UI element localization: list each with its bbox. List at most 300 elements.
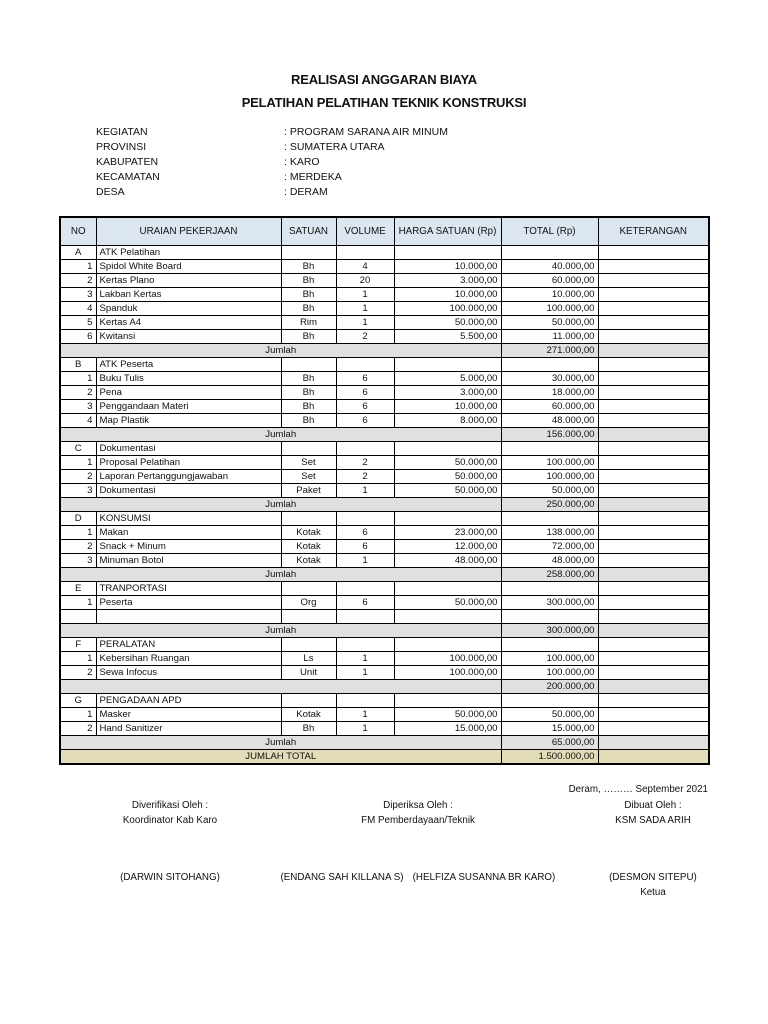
subtotal-notes bbox=[598, 568, 709, 582]
section-name: Dokumentasi bbox=[96, 442, 281, 456]
item-unit: Kotak bbox=[281, 554, 336, 568]
item-total: 100.000,00 bbox=[501, 456, 598, 470]
subtotal-notes bbox=[598, 680, 709, 694]
item-notes bbox=[598, 316, 709, 330]
item-unit-price: 100.000,00 bbox=[394, 302, 501, 316]
subtotal-label bbox=[60, 680, 501, 694]
subtotal-label: Jumlah bbox=[60, 498, 501, 512]
document-title: REALISASI ANGGARAN BIAYA bbox=[291, 72, 477, 87]
empty-cell bbox=[281, 638, 336, 652]
item-total: 100.000,00 bbox=[501, 302, 598, 316]
info-row-kecamatan bbox=[96, 171, 448, 186]
empty-cell bbox=[501, 246, 598, 260]
item-volume: 2 bbox=[336, 470, 394, 484]
item-volume: 20 bbox=[336, 274, 394, 288]
empty-cell bbox=[281, 358, 336, 372]
empty-cell bbox=[501, 694, 598, 708]
item-unit: Ls bbox=[281, 652, 336, 666]
empty-cell bbox=[336, 610, 394, 624]
item-volume: 1 bbox=[336, 288, 394, 302]
item-unit-price: 12.000,00 bbox=[394, 540, 501, 554]
subtotal-value: 156.000,00 bbox=[501, 428, 598, 442]
item-unit-price: 10.000,00 bbox=[394, 260, 501, 274]
item-unit: Rim bbox=[281, 316, 336, 330]
empty-cell bbox=[598, 246, 709, 260]
info-row-kabupaten bbox=[96, 156, 448, 171]
verified-by-label: Diverifikasi Oleh : bbox=[131, 800, 209, 811]
item-volume: 6 bbox=[336, 400, 394, 414]
grand-total-row bbox=[60, 750, 709, 765]
header-unit: SATUAN bbox=[281, 217, 336, 246]
header-notes: KETERANGAN bbox=[598, 217, 709, 246]
subtotal-notes bbox=[598, 498, 709, 512]
item-description: Kertas Plano bbox=[96, 274, 281, 288]
item-number: 4 bbox=[60, 302, 96, 316]
item-description: Snack + Minum bbox=[96, 540, 281, 554]
info-label: KECAMATAN bbox=[96, 171, 160, 183]
empty-cell bbox=[501, 512, 598, 526]
empty-cell bbox=[60, 610, 96, 624]
item-unit: Org bbox=[281, 596, 336, 610]
empty-cell bbox=[598, 442, 709, 456]
item-number: 2 bbox=[60, 666, 96, 680]
item-description: Lakban Kertas bbox=[96, 288, 281, 302]
item-unit: Kotak bbox=[281, 526, 336, 540]
empty-cell bbox=[336, 638, 394, 652]
empty-cell bbox=[281, 582, 336, 596]
item-unit: Bh bbox=[281, 722, 336, 736]
item-notes bbox=[598, 288, 709, 302]
item-notes bbox=[598, 596, 709, 610]
item-notes bbox=[598, 330, 709, 344]
table-row bbox=[60, 666, 709, 680]
item-total: 30.000,00 bbox=[501, 372, 598, 386]
empty-cell bbox=[598, 694, 709, 708]
info-value: : SUMATERA UTARA bbox=[284, 141, 385, 153]
table-row bbox=[60, 708, 709, 722]
empty-cell bbox=[394, 246, 501, 260]
table-body bbox=[60, 246, 709, 765]
subtotal-label: Jumlah bbox=[60, 428, 501, 442]
empty-cell bbox=[501, 358, 598, 372]
item-unit-price: 23.000,00 bbox=[394, 526, 501, 540]
subtotal-value: 250.000,00 bbox=[501, 498, 598, 512]
empty-cell bbox=[394, 694, 501, 708]
item-unit-price: 5.000,00 bbox=[394, 372, 501, 386]
subtotal-value: 271.000,00 bbox=[501, 344, 598, 358]
checked-by-role: FM Pemberdayaan/Teknik bbox=[361, 815, 475, 826]
empty-cell bbox=[501, 442, 598, 456]
empty-cell bbox=[336, 358, 394, 372]
section-name: PENGADAAN APD bbox=[96, 694, 281, 708]
info-value: : DERAM bbox=[284, 186, 328, 198]
item-volume: 1 bbox=[336, 302, 394, 316]
item-unit: Unit bbox=[281, 666, 336, 680]
grand-total-notes bbox=[598, 750, 709, 765]
section-header-row bbox=[60, 582, 709, 596]
empty-cell bbox=[394, 610, 501, 624]
subtotal-notes bbox=[598, 428, 709, 442]
item-unit-price: 5.500,00 bbox=[394, 330, 501, 344]
header-total: TOTAL (Rp) bbox=[501, 217, 598, 246]
section-header-row bbox=[60, 442, 709, 456]
item-notes bbox=[598, 722, 709, 736]
item-volume: 1 bbox=[336, 554, 394, 568]
item-total: 300.000,00 bbox=[501, 596, 598, 610]
item-notes bbox=[598, 302, 709, 316]
empty-cell bbox=[598, 512, 709, 526]
item-notes bbox=[598, 666, 709, 680]
table-row bbox=[60, 302, 709, 316]
table-row bbox=[60, 260, 709, 274]
item-volume: 1 bbox=[336, 666, 394, 680]
item-description: Dokumentasi bbox=[96, 484, 281, 498]
item-number: 1 bbox=[60, 596, 96, 610]
table-row bbox=[60, 274, 709, 288]
item-volume: 6 bbox=[336, 526, 394, 540]
grand-total-label: JUMLAH TOTAL bbox=[60, 750, 501, 765]
empty-cell bbox=[394, 512, 501, 526]
empty-cell bbox=[394, 638, 501, 652]
table-row bbox=[60, 540, 709, 554]
made-by-role: KSM SADA ARIH bbox=[615, 815, 691, 826]
signatory-name-1: (DARWIN SITOHANG) bbox=[120, 872, 220, 883]
section-letter: C bbox=[60, 442, 96, 456]
item-total: 50.000,00 bbox=[501, 316, 598, 330]
item-unit-price: 50.000,00 bbox=[394, 484, 501, 498]
item-volume: 4 bbox=[336, 260, 394, 274]
item-number: 1 bbox=[60, 372, 96, 386]
item-notes bbox=[598, 386, 709, 400]
item-number: 4 bbox=[60, 414, 96, 428]
item-unit: Bh bbox=[281, 400, 336, 414]
document-subtitle: PELATIHAN PELATIHAN TEKNIK KONSTRUKSI bbox=[241, 95, 527, 110]
header-description: URAIAN PEKERJAAN bbox=[96, 217, 281, 246]
item-unit-price: 15.000,00 bbox=[394, 722, 501, 736]
subtotal-row bbox=[60, 624, 709, 638]
section-letter: B bbox=[60, 358, 96, 372]
item-volume: 6 bbox=[336, 386, 394, 400]
item-number: 1 bbox=[60, 652, 96, 666]
section-letter: E bbox=[60, 582, 96, 596]
item-total: 48.000,00 bbox=[501, 554, 598, 568]
item-unit: Bh bbox=[281, 372, 336, 386]
item-volume: 1 bbox=[336, 316, 394, 330]
item-volume: 2 bbox=[336, 330, 394, 344]
info-row-desa bbox=[96, 186, 448, 201]
section-header-row bbox=[60, 638, 709, 652]
item-unit: Bh bbox=[281, 288, 336, 302]
table-row bbox=[60, 722, 709, 736]
item-unit-price: 50.000,00 bbox=[394, 596, 501, 610]
info-row-kegiatan bbox=[96, 126, 448, 141]
empty-cell bbox=[336, 694, 394, 708]
info-label: KABUPATEN bbox=[96, 156, 159, 168]
item-volume: 6 bbox=[336, 414, 394, 428]
item-unit: Bh bbox=[281, 302, 336, 316]
item-number: 5 bbox=[60, 316, 96, 330]
item-unit-price: 8.000,00 bbox=[394, 414, 501, 428]
item-unit-price: 50.000,00 bbox=[394, 316, 501, 330]
section-letter: A bbox=[60, 246, 96, 260]
table-row bbox=[60, 316, 709, 330]
item-notes bbox=[598, 652, 709, 666]
subtotal-row bbox=[60, 568, 709, 582]
table-row bbox=[60, 414, 709, 428]
empty-cell bbox=[501, 610, 598, 624]
table-row bbox=[60, 288, 709, 302]
empty-cell bbox=[281, 246, 336, 260]
item-description: Makan bbox=[96, 526, 281, 540]
info-value: : MERDEKA bbox=[284, 171, 342, 183]
item-number: 1 bbox=[60, 260, 96, 274]
item-notes bbox=[598, 708, 709, 722]
item-volume: 6 bbox=[336, 540, 394, 554]
item-unit-price: 100.000,00 bbox=[394, 652, 501, 666]
item-unit-price: 10.000,00 bbox=[394, 288, 501, 302]
subtotal-row bbox=[60, 680, 709, 694]
item-number: 3 bbox=[60, 288, 96, 302]
item-unit: Bh bbox=[281, 260, 336, 274]
subtotal-notes bbox=[598, 624, 709, 638]
item-total: 10.000,00 bbox=[501, 288, 598, 302]
subtotal-value: 200.000,00 bbox=[501, 680, 598, 694]
item-unit: Set bbox=[281, 470, 336, 484]
empty-cell bbox=[281, 442, 336, 456]
empty-cell bbox=[96, 610, 281, 624]
item-number: 1 bbox=[60, 456, 96, 470]
table-row bbox=[60, 386, 709, 400]
item-total: 60.000,00 bbox=[501, 400, 598, 414]
item-description: Penggandaan Materi bbox=[96, 400, 281, 414]
item-notes bbox=[598, 456, 709, 470]
table-row bbox=[60, 470, 709, 484]
date-line: Deram, ……… September 2021 bbox=[568, 784, 708, 795]
grand-total-value: 1.500.000,00 bbox=[501, 750, 598, 765]
empty-cell bbox=[501, 638, 598, 652]
item-total: 50.000,00 bbox=[501, 484, 598, 498]
item-unit-price: 3.000,00 bbox=[394, 386, 501, 400]
item-description: Map Plastik bbox=[96, 414, 281, 428]
item-total: 100.000,00 bbox=[501, 652, 598, 666]
section-header-row bbox=[60, 512, 709, 526]
header-unit-price: HARGA SATUAN (Rp) bbox=[394, 217, 501, 246]
section-header-row bbox=[60, 694, 709, 708]
subtotal-row bbox=[60, 344, 709, 358]
item-unit: Bh bbox=[281, 386, 336, 400]
section-header-row bbox=[60, 358, 709, 372]
empty-cell bbox=[336, 246, 394, 260]
item-description: Kwitansi bbox=[96, 330, 281, 344]
section-letter: G bbox=[60, 694, 96, 708]
subtotal-label: Jumlah bbox=[60, 344, 501, 358]
empty-cell bbox=[394, 442, 501, 456]
item-total: 100.000,00 bbox=[501, 470, 598, 484]
item-description: Pena bbox=[96, 386, 281, 400]
section-name: TRANPORTASI bbox=[96, 582, 281, 596]
info-label: DESA bbox=[96, 186, 125, 198]
item-volume: 2 bbox=[336, 456, 394, 470]
empty-cell bbox=[598, 638, 709, 652]
subtotal-row bbox=[60, 736, 709, 750]
item-unit-price: 48.000,00 bbox=[394, 554, 501, 568]
item-total: 15.000,00 bbox=[501, 722, 598, 736]
table-header-row bbox=[60, 217, 709, 246]
item-total: 60.000,00 bbox=[501, 274, 598, 288]
item-notes bbox=[598, 470, 709, 484]
item-number: 2 bbox=[60, 470, 96, 484]
item-unit-price: 50.000,00 bbox=[394, 708, 501, 722]
item-description: Peserta bbox=[96, 596, 281, 610]
item-total: 18.000,00 bbox=[501, 386, 598, 400]
item-notes bbox=[598, 400, 709, 414]
empty-cell bbox=[501, 582, 598, 596]
blank-row bbox=[60, 610, 709, 624]
item-volume: 1 bbox=[336, 652, 394, 666]
empty-cell bbox=[336, 582, 394, 596]
item-unit-price: 50.000,00 bbox=[394, 456, 501, 470]
section-header-row bbox=[60, 246, 709, 260]
empty-cell bbox=[394, 582, 501, 596]
item-notes bbox=[598, 274, 709, 288]
table-row bbox=[60, 330, 709, 344]
item-number: 2 bbox=[60, 540, 96, 554]
section-letter: F bbox=[60, 638, 96, 652]
subtotal-value: 65.000,00 bbox=[501, 736, 598, 750]
signatory-name-4: (DESMON SITEPU) bbox=[609, 872, 697, 883]
item-unit: Kotak bbox=[281, 540, 336, 554]
item-number: 1 bbox=[60, 708, 96, 722]
empty-cell bbox=[281, 512, 336, 526]
item-total: 72.000,00 bbox=[501, 540, 598, 554]
item-unit-price: 10.000,00 bbox=[394, 400, 501, 414]
section-name: KONSUMSI bbox=[96, 512, 281, 526]
info-label: PROVINSI bbox=[96, 141, 147, 153]
item-volume: 6 bbox=[336, 372, 394, 386]
item-total: 48.000,00 bbox=[501, 414, 598, 428]
item-unit-price: 50.000,00 bbox=[394, 470, 501, 484]
item-unit: Bh bbox=[281, 414, 336, 428]
item-total: 40.000,00 bbox=[501, 260, 598, 274]
subtotal-label: Jumlah bbox=[60, 568, 501, 582]
subtotal-value: 300.000,00 bbox=[501, 624, 598, 638]
header-no: NO bbox=[60, 217, 96, 246]
table-row bbox=[60, 456, 709, 470]
item-description: Laporan Pertanggungjawaban bbox=[96, 470, 281, 484]
item-description: Minuman Botol bbox=[96, 554, 281, 568]
item-notes bbox=[598, 554, 709, 568]
table-row bbox=[60, 400, 709, 414]
subtotal-row bbox=[60, 428, 709, 442]
item-volume: 1 bbox=[336, 484, 394, 498]
item-number: 3 bbox=[60, 554, 96, 568]
activity-info bbox=[96, 126, 448, 201]
table-row bbox=[60, 596, 709, 610]
item-total: 138.000,00 bbox=[501, 526, 598, 540]
item-number: 3 bbox=[60, 484, 96, 498]
item-description: Hand Sanitizer bbox=[96, 722, 281, 736]
checked-by-label: Diperiksa Oleh : bbox=[383, 800, 453, 811]
empty-cell bbox=[598, 358, 709, 372]
item-total: 100.000,00 bbox=[501, 666, 598, 680]
item-description: Spidol White Board bbox=[96, 260, 281, 274]
verified-by-role: Koordinator Kab Karo bbox=[122, 815, 218, 826]
table-row bbox=[60, 372, 709, 386]
info-value: : KARO bbox=[284, 156, 320, 168]
item-notes bbox=[598, 484, 709, 498]
item-volume: 1 bbox=[336, 722, 394, 736]
info-label: KEGIATAN bbox=[96, 126, 148, 138]
section-name: PERALATAN bbox=[96, 638, 281, 652]
subtotal-notes bbox=[598, 344, 709, 358]
section-name: ATK Pelatihan bbox=[96, 246, 281, 260]
item-unit: Bh bbox=[281, 330, 336, 344]
header-volume: VOLUME bbox=[336, 217, 394, 246]
table-row bbox=[60, 526, 709, 540]
item-number: 2 bbox=[60, 722, 96, 736]
info-value: : PROGRAM SARANA AIR MINUM bbox=[284, 126, 448, 138]
item-number: 1 bbox=[60, 526, 96, 540]
info-row-provinsi bbox=[96, 141, 448, 156]
item-unit: Kotak bbox=[281, 708, 336, 722]
item-total: 50.000,00 bbox=[501, 708, 598, 722]
empty-cell bbox=[281, 610, 336, 624]
subtotal-label: Jumlah bbox=[60, 624, 501, 638]
item-notes bbox=[598, 526, 709, 540]
signatory-title-4: Ketua bbox=[640, 887, 666, 898]
empty-cell bbox=[336, 442, 394, 456]
section-letter: D bbox=[60, 512, 96, 526]
item-volume: 6 bbox=[336, 596, 394, 610]
budget-table bbox=[59, 216, 710, 765]
item-notes bbox=[598, 260, 709, 274]
signatory-name-3: (HELFIZA SUSANNA BR KARO) bbox=[412, 872, 556, 883]
item-number: 2 bbox=[60, 386, 96, 400]
item-description: Masker bbox=[96, 708, 281, 722]
empty-cell bbox=[394, 358, 501, 372]
table-row bbox=[60, 652, 709, 666]
item-notes bbox=[598, 372, 709, 386]
item-notes bbox=[598, 540, 709, 554]
empty-cell bbox=[281, 694, 336, 708]
signatory-name-2: (ENDANG SAH KILLANA S) bbox=[280, 872, 404, 883]
item-number: 2 bbox=[60, 274, 96, 288]
made-by-label: Dibuat Oleh : bbox=[624, 800, 682, 811]
item-description: Proposal Pelatihan bbox=[96, 456, 281, 470]
empty-cell bbox=[336, 512, 394, 526]
item-description: Spanduk bbox=[96, 302, 281, 316]
subtotal-value: 258.000,00 bbox=[501, 568, 598, 582]
item-number: 6 bbox=[60, 330, 96, 344]
item-unit: Paket bbox=[281, 484, 336, 498]
empty-cell bbox=[598, 610, 709, 624]
item-total: 11.000,00 bbox=[501, 330, 598, 344]
item-unit: Bh bbox=[281, 274, 336, 288]
subtotal-label: Jumlah bbox=[60, 736, 501, 750]
item-volume: 1 bbox=[336, 708, 394, 722]
table-row bbox=[60, 484, 709, 498]
empty-cell bbox=[598, 582, 709, 596]
item-description: Sewa Infocus bbox=[96, 666, 281, 680]
item-unit-price: 3.000,00 bbox=[394, 274, 501, 288]
item-unit: Set bbox=[281, 456, 336, 470]
item-notes bbox=[598, 414, 709, 428]
item-unit-price: 100.000,00 bbox=[394, 666, 501, 680]
section-name: ATK Peserta bbox=[96, 358, 281, 372]
item-description: Kertas A4 bbox=[96, 316, 281, 330]
item-number: 3 bbox=[60, 400, 96, 414]
item-description: Kebersihan Ruangan bbox=[96, 652, 281, 666]
